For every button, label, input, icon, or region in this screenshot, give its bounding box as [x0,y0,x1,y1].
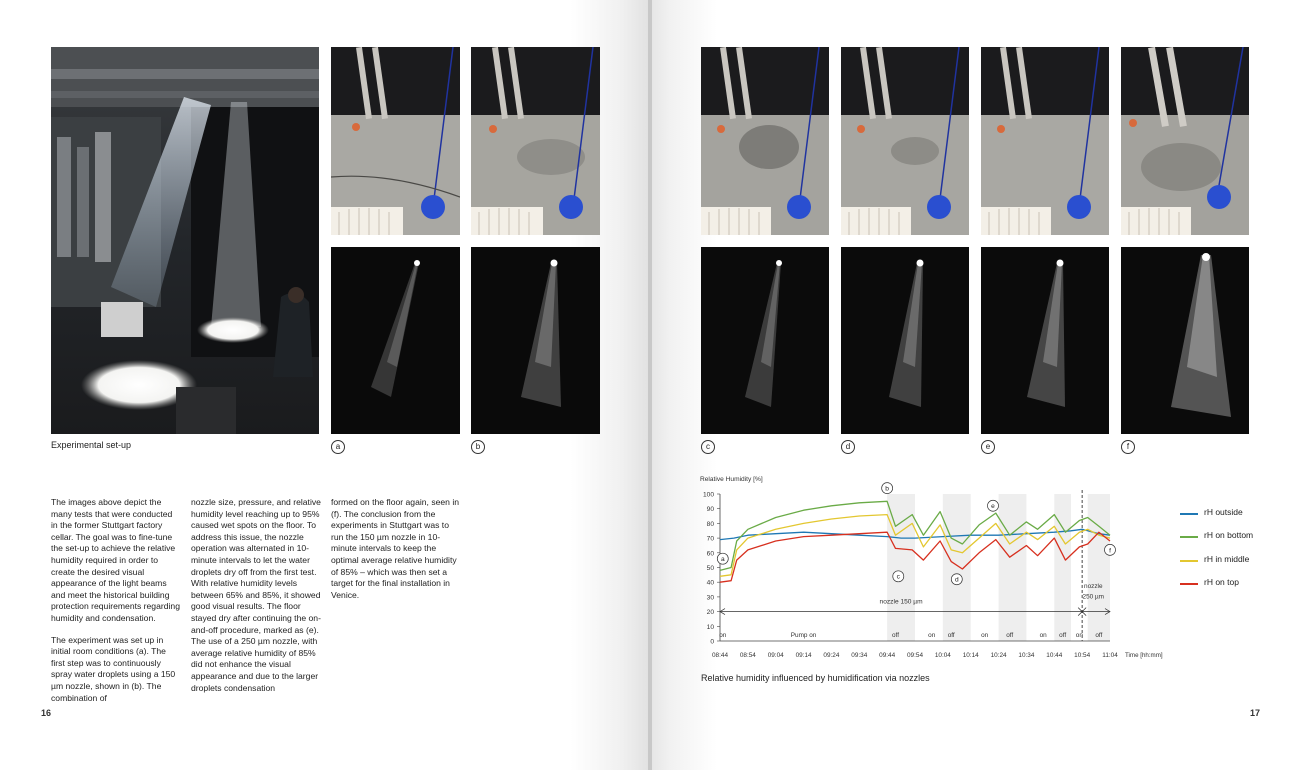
setup-photo [51,47,319,434]
legend-item-top [1180,577,1290,600]
photo-floor-f [1121,47,1249,235]
marker-a: a [331,440,345,454]
y-tick-label: 60 [706,550,714,558]
phase-label: off [1006,632,1014,639]
legend-swatch [1180,513,1198,515]
paragraph: The images above depict the many tests that were conducted in the former Stuttgart factory cellar. The goal was to fine-tune the set-up to achieve the relative humidity required in order to create the desired visual appearance of the light beams and meet the historical building protection requirements regarding humidity and condensation. [51,497,180,623]
marker-c: c [701,440,715,454]
x-tick-label: 11:04 [1102,652,1118,659]
point-marker-label: f [1109,547,1111,555]
span-label-250: nozzle [1084,583,1103,591]
legend-item-bottom [1180,530,1290,553]
phase-label: off [1095,632,1103,639]
setup-caption: Experimental set-up [51,440,132,450]
y-tick-label: 30 [706,594,714,602]
paragraph: formed on the floor again, seen in (f). The conclusion from the experiments in Stuttgart was to run the 150 µm nozzle in 10-minute intervals to keep the optimal average relative humidity of 85% – which was then set a target for the final installation in Venice. [331,497,460,600]
phase-label: on [981,632,989,639]
y-axis-label: Relative Humidity [%] [700,476,763,483]
point-marker-label: c [896,573,900,581]
point-marker-label: a [720,556,725,564]
photo-floor-c [701,47,829,235]
page-number-right: 17 [1250,708,1261,718]
x-tick-label: 09:24 [823,652,840,659]
phase-label: off [947,632,955,639]
legend-label: rH on bottom [1204,530,1254,541]
x-tick-label: 10:24 [990,652,1007,659]
text-column-1 [51,497,181,714]
x-tick-label: 10:04 [934,652,951,659]
off-phase-band [1054,494,1071,641]
x-tick-label: 10:14 [962,652,979,659]
text-column-3 [331,497,461,611]
x-tick-label: 08:44 [712,652,728,659]
chart-legend [1180,507,1290,600]
humidity-chart-svg [698,472,1168,664]
off-phase-band [999,494,1027,641]
phase-label: Pump on [790,632,817,639]
photo-beam-e [981,247,1109,434]
photo-floor-b [471,47,600,235]
y-tick-label: 50 [706,565,714,572]
photo-floor-d [841,47,969,235]
legend-label: rH outside [1204,507,1243,517]
point-marker-label: b [885,485,889,493]
y-tick-label: 80 [706,520,714,528]
x-tick-label: 09:34 [851,652,868,659]
y-tick-label: 90 [706,506,714,514]
text-column-2 [191,497,321,704]
paragraph: The experiment was set up in initial room conditions (a). The first step was to continuously spray water droplets using a 150 µm nozzle, shown in (b). The combination of [51,634,176,703]
y-tick-label: 70 [706,535,714,543]
point-marker-label: d [954,576,959,584]
x-tick-label: 10:44 [1046,652,1063,659]
y-tick-label: 20 [706,609,714,617]
phase-label: on [719,632,727,639]
page-number-left: 16 [41,708,52,718]
legend-label: rH in middle [1204,553,1250,564]
photo-floor-e [981,47,1109,235]
span-label-250: 250 µm [1082,593,1105,601]
phase-label: on [1039,632,1047,639]
y-tick-label: 40 [706,579,714,587]
y-tick-label: 0 [710,638,714,646]
span-label-150: nozzle 150 µm [879,598,923,606]
photo-beam-f [1121,247,1249,434]
legend-swatch [1180,583,1198,585]
x-tick-label: 10:34 [1018,652,1035,659]
x-tick-label: 09:44 [879,652,896,659]
marker-f: f [1121,440,1135,454]
chart-caption: Relative humidity influenced by humidification via nozzles [701,673,930,683]
photo-floor-a [331,47,460,235]
x-tick-label: 09:54 [907,652,923,659]
phase-label: on [928,632,936,639]
x-axis-label: Time [hh:mm] [1125,652,1163,659]
marker-e: e [981,440,995,454]
humidity-chart [698,472,1168,664]
phase-label: on [1075,632,1083,639]
legend-swatch [1180,560,1198,562]
legend-item-middle [1180,554,1290,577]
marker-d: d [841,440,855,454]
off-phase-band [1088,494,1110,641]
x-tick-label: 08:54 [739,652,756,659]
phase-label: off [892,632,899,639]
legend-item-outside [1180,507,1290,530]
x-tick-label: 10:54 [1074,652,1091,659]
y-tick-label: 100 [702,491,714,499]
photo-beam-c [701,247,829,434]
x-tick-label: 09:14 [795,652,812,659]
legend-swatch [1180,536,1198,538]
legend-label: rH on top [1204,576,1239,587]
off-phase-band [943,494,971,641]
point-marker-label: e [991,503,995,511]
y-tick-label: 10 [706,623,714,631]
photo-beam-b [471,247,600,434]
paragraph: nozzle size, pressure, and relative humidity level reaching up to 95% caused wet spots on the floor. To address this issue, the nozzle operation was alternated in 10-minute intervals to let the water droplets dry off from the first test. With relative humidity levels between 65% and 85%, it showed good visual results. The floor stayed dry after continuing the on-and-off procedure, marked as (e). The use of a 250 µm nozzle, with average relative humidity of 85% did not enhance the visual appearance and due to the larger droplets condensation [191,497,321,693]
marker-b: b [471,440,485,454]
x-tick-label: 09:04 [767,652,784,659]
phase-label: off [1059,632,1067,639]
photo-beam-d [841,247,969,434]
photo-beam-a [331,247,460,434]
